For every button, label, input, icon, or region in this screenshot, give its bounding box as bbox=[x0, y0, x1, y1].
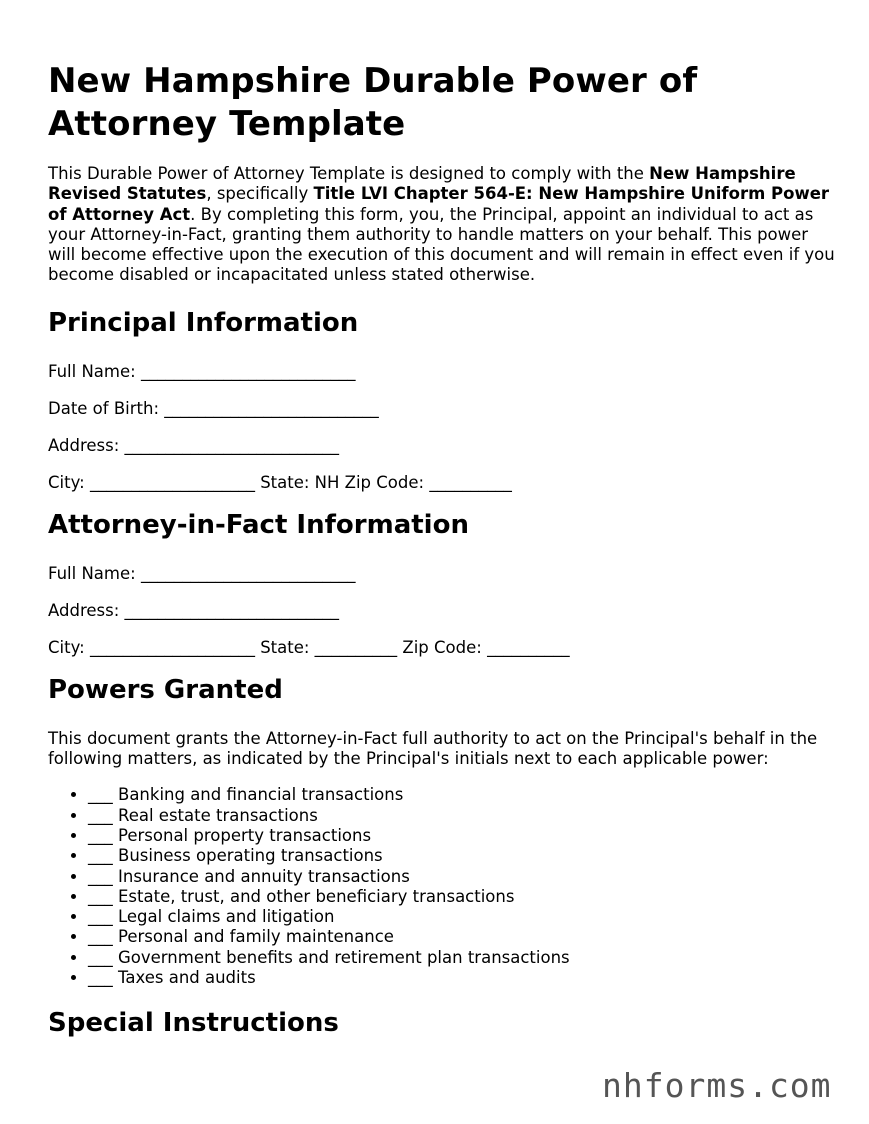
document-page bbox=[48, 60, 838, 1039]
principal-address-field[interactable]: Address: __________________________ bbox=[48, 435, 340, 455]
power-item[interactable]: • ___ Personal property transactions bbox=[88, 826, 838, 846]
power-item[interactable]: • ___ Real estate transactions bbox=[88, 806, 838, 826]
powers-heading: Powers Granted bbox=[48, 674, 283, 705]
page-title: New Hampshire Durable Power of Attorney Template bbox=[48, 61, 698, 144]
power-item[interactable]: • ___ Personal and family maintenance bbox=[88, 927, 838, 947]
powers-intro: This document grants the Attorney-in-Fact full authority to act on the Principal's behalf in the following matters, as indicated by the Principal's initials next to each applicable power: bbox=[48, 728, 818, 769]
powers-list bbox=[48, 785, 838, 988]
power-item[interactable]: • ___ Legal claims and litigation bbox=[88, 907, 838, 927]
attorney-full-name-field[interactable]: Full Name: __________________________ bbox=[48, 563, 356, 583]
intro-text-3: . By completing this form, you, the Principal, appoint an individual to act as your Attorney-in-Fact, granting them authority to handle matters on your behalf. This power will become effective upon the execution of this document and will remain in effect even if you become disabled or incapacitated unless stated otherwise. bbox=[48, 204, 835, 285]
intro-text-2: , specifically bbox=[206, 184, 314, 204]
principal-heading: Principal Information bbox=[48, 307, 359, 338]
intro-paragraph bbox=[48, 164, 838, 286]
power-item[interactable]: • ___ Insurance and annuity transactions bbox=[88, 867, 838, 887]
intro-text-1: This Durable Power of Attorney Template is designed to comply with the bbox=[48, 164, 650, 183]
intro-act: Title LVI Chapter 564-E: New Hampshire Uniform Power of Attorney Act bbox=[48, 184, 830, 224]
principal-city-state-zip-field[interactable]: City: ____________________ State: NH Zip Code: __________ bbox=[48, 472, 512, 492]
power-item[interactable]: • ___ Banking and financial transactions bbox=[88, 785, 838, 805]
watermark: nhforms.com bbox=[602, 1066, 832, 1105]
power-item[interactable]: • ___ Taxes and audits bbox=[88, 968, 838, 988]
principal-dob-field[interactable]: Date of Birth: __________________________ bbox=[48, 398, 379, 418]
attorney-city-state-zip-field[interactable]: City: ____________________ State: __________ Zip Code: __________ bbox=[48, 637, 570, 657]
attorney-address-field[interactable]: Address: __________________________ bbox=[48, 600, 340, 620]
power-item[interactable]: • ___ Estate, trust, and other beneficiary transactions bbox=[88, 887, 838, 907]
intro-statutes: New Hampshire Revised Statutes bbox=[48, 164, 796, 204]
power-item[interactable]: • ___ Business operating transactions bbox=[88, 846, 838, 866]
special-instructions-heading: Special Instructions bbox=[48, 1008, 339, 1039]
principal-full-name-field[interactable]: Full Name: __________________________ bbox=[48, 361, 356, 381]
attorney-heading: Attorney-in-Fact Information bbox=[48, 509, 469, 540]
power-item[interactable]: • ___ Government benefits and retirement plan transactions bbox=[88, 948, 838, 968]
